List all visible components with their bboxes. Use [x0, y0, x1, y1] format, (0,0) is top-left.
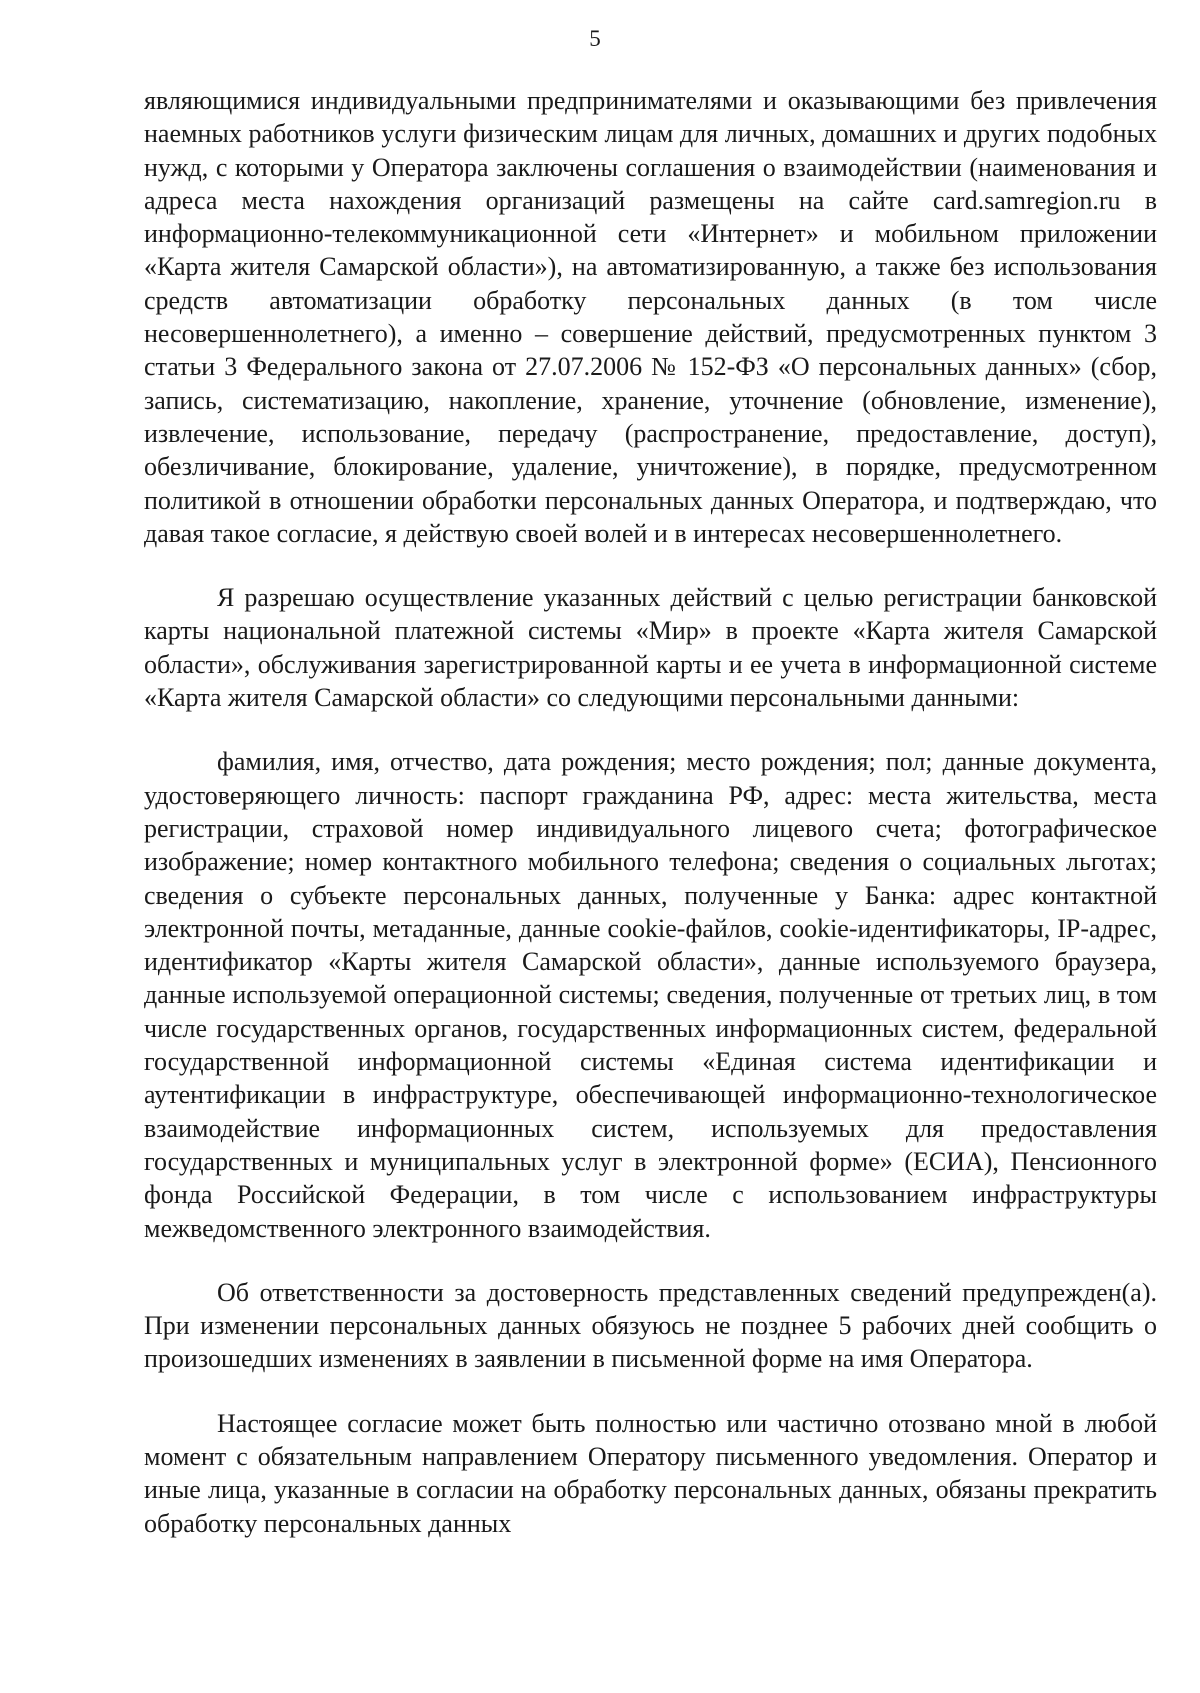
paragraph-revocation: Настоящее согласие может быть полностью или частично отозвано мной в любой момент с обязательным направлением Оператору письменного уведомления. Оператор и иные лица, указанные в согласии на обработку персональных данных, обязаны прекратить обработку персональных данных: [144, 1408, 1157, 1538]
document-body: [144, 84, 1157, 1540]
page-number: 5: [589, 26, 601, 51]
paragraph-personal-data-list: фамилия, имя, отчество, дата рождения; место рождения; пол; данные документа, удостоверяющего личность: паспорт гражданина РФ, адрес: места жительства, места регистрации, страховой номер индивидуального лицевого счета; фотографическое изображение; номер контактного мобильного телефона; сведения о социальных льготах; сведения о субъекте персональных данных, полученные у Банка: адрес контактной электронной почты, метаданные, данные cookie-файлов, cookie-идентификаторы, IP-адрес, идентификатор «Карты жителя Самарской области», данные используемого браузера, данные используемой операционной системы; сведения, полученные от третьих лиц, в том числе государственных органов, государственных информационных систем, федеральной государственной информационной системы «Единая система идентификации и аутентификации в инфраструктуре, обеспечивающей информационно-технологическое взаимодействие информационных систем, используемых для предоставления государственных и муниципальных услуг в электронной форме» (ЕСИА), Пенсионного фонда Российской Федерации, в том числе с использованием инфраструктуры межведомственного электронного взаимодействия.: [144, 747, 1157, 1243]
paragraph-consent-continuation: являющимися индивидуальными предпринимателями и оказывающими без привлечения наемных работников услуги физическим лицам для личных, домашних и других подобных нужд, с которыми у Оператора заключены соглашения о взаимодействии (наименования и адреса места нахождения организаций размещены на сайте card.samregion.ru в информационно-телекоммуникационной сети «Интернет» и мобильном приложении «Карта жителя Самарской области»), на автоматизированную, а также без использования средств автоматизации обработку персональных данных (в том числе несовершеннолетнего), а именно – совершение действий, предусмотренных пунктом 3 статьи 3 Федерального закона от 27.07.2006 № 152-ФЗ «О персональных данных» (сбор, запись, систематизацию, накопление, хранение, уточнение (обновление, изменение), извлечение, использование, передачу (распространение, предоставление, доступ), обезличивание, блокирование, удаление, уничтожение), в порядке, предусмотренном политикой в отношении обработки персональных данных Оператора, и подтверждаю, что давая такое согласие, я действую своей волей и в интересах несовершеннолетнего.: [144, 86, 1157, 548]
paragraph-responsibility: Об ответственности за достоверность представленных сведений предупрежден(а). При изменении персональных данных обязуюсь не позднее 5 рабочих дней сообщить о произошедших изменениях в заявлении в письменной форме на имя Оператора.: [144, 1277, 1157, 1374]
paragraph-purpose: Я разрешаю осуществление указанных действий с целью регистрации банковской карты национальной платежной системы «Мир» в проекте «Карта жителя Самарской области», обслуживания зарегистрированной карты и ее учета в информационной системе «Карта жителя Самарской области» со следующими персональными данными:: [144, 583, 1157, 713]
